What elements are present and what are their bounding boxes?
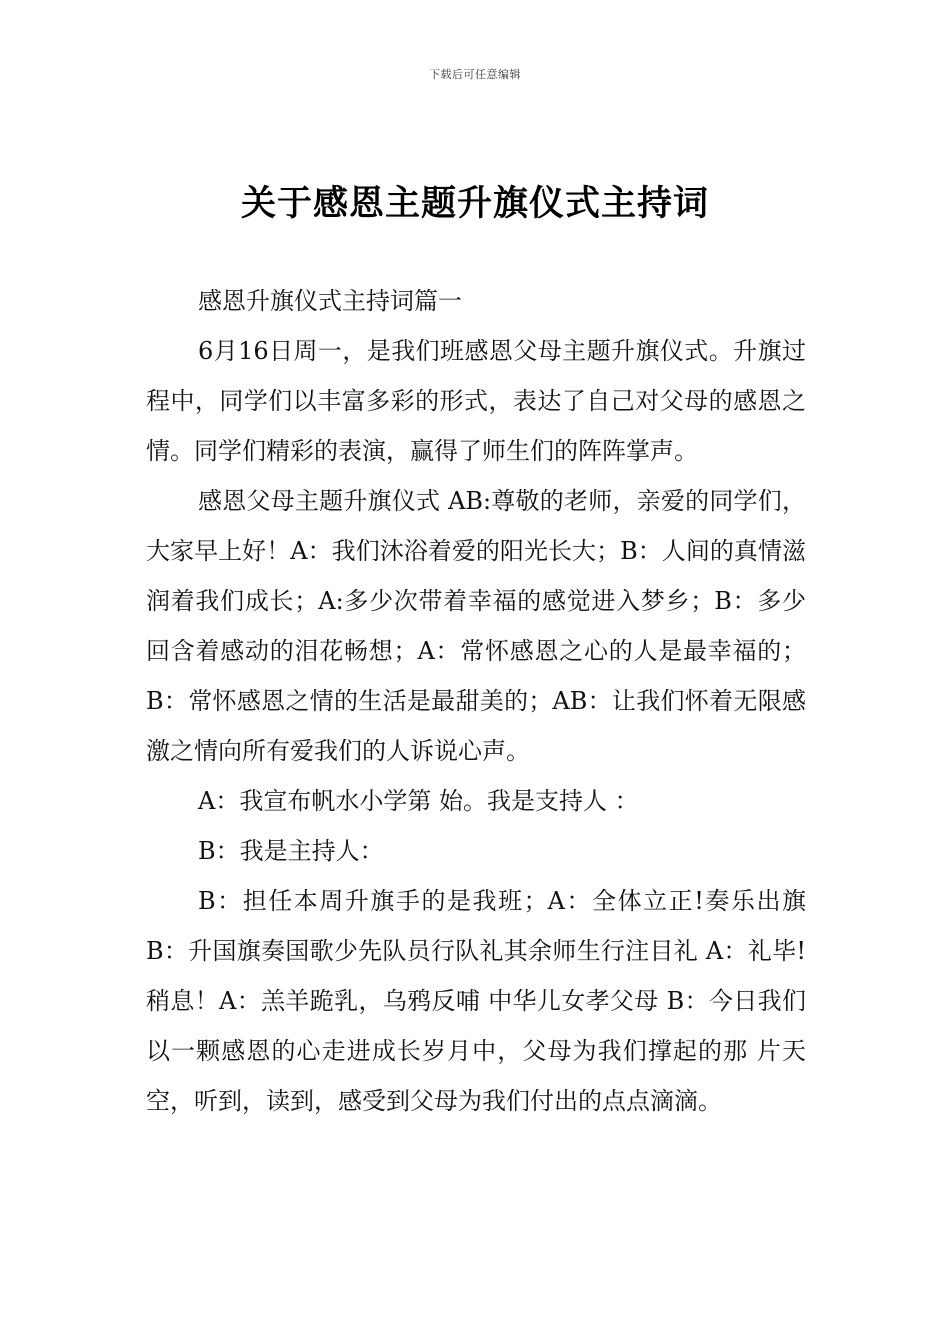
paragraph: A：我宣布帆水小学第 始。我是支持人 ： [198,787,639,815]
document-title: 关于感恩主题升旗仪式主持词 [240,184,709,224]
paragraph: 6月16日周一，是我们班感恩父母主题升旗仪式。升旗过程中，同学们以丰富多彩的形式，表达了自己对父母的感恩之情。同学们精彩的表演，赢得了师生们的阵阵掌声。 [146,337,806,465]
document-body [146,276,806,1126]
section-heading: 感恩升旗仪式主持词篇一 [198,287,462,315]
header-note: 下载后可任意编辑 [429,68,521,81]
paragraph: 感恩父母主题升旗仪式 AB:尊敬的老师，亲爱的同学们，大家早上好！A：我们沐浴着爱的阳光长大；B：人间的真情滋润着我们成长；A:多少次带着幸福的感觉进入梦乡；B：多少回含着感动的泪花畅想；A：常怀感恩之心的人是最幸福的；B：常怀感恩之情的生活是最甜美的；AB：让我们怀着无限感激之情向所有爱我们的人诉说心声。 [146,487,806,765]
paragraph: B：我是主持人： [198,837,384,865]
paragraph: B：担任本周升旗手的是我班；A：全体立正!奏乐出旗B：升国旗奏国歌少先队员行队礼其余师生行注目礼 A：礼毕!稍息！A：羔羊跪乳，乌鸦反哺 中华儿女孝父母 B：今日我们以一颗感恩的心走进成长岁月中，父母为我们撑起的那 片天空，听到，读到，感受到父母为我们付出的点点滴滴。 [146,887,806,1115]
